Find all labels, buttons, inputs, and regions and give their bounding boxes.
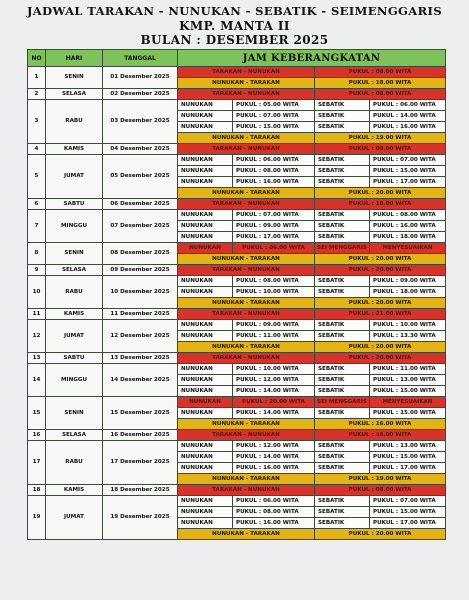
return-time: PUKUL : 17.00 WITA xyxy=(370,518,446,529)
departure-time: PUKUL : 06.00 WITA xyxy=(233,496,315,507)
day-name: KAMIS xyxy=(46,309,103,320)
origin-port: NUNUKAN xyxy=(178,243,233,254)
destination-port: SEBATIK xyxy=(315,375,370,386)
origin-port: NUNUKAN xyxy=(178,441,233,452)
destination-port: SEBATIK xyxy=(315,221,370,232)
origin-port: NUNUKAN xyxy=(178,375,233,386)
day-number: 4 xyxy=(28,144,46,155)
origin-port: NUNUKAN xyxy=(178,221,233,232)
route-time: PUKUL : 20.00 WITA xyxy=(315,254,446,265)
route-label: NUNUKAN - TARAKAN xyxy=(178,188,315,199)
table-body xyxy=(28,67,446,540)
route-label: TARAKAN - NUNUKAN xyxy=(178,309,315,320)
day-name: MINGGU xyxy=(46,210,103,243)
route-time: PUKUL : 19.00 WITA xyxy=(315,474,446,485)
day-number: 8 xyxy=(28,243,46,265)
return-time: PUKUL : 17.00 WITA xyxy=(370,177,446,188)
day-name: KAMIS xyxy=(46,144,103,155)
origin-port: NUNUKAN xyxy=(178,397,233,408)
route-time: PUKUL : 20.00 WITA xyxy=(315,342,446,353)
departure-time: PUKUL : 08.00 WITA xyxy=(233,276,315,287)
table-row xyxy=(28,485,446,496)
destination-port: SEBATIK xyxy=(315,364,370,375)
table-row xyxy=(28,265,446,276)
departure-time: PUKUL : 12.00 WITA xyxy=(233,375,315,386)
destination-port: SEBATIK xyxy=(315,496,370,507)
return-time: PUKUL : 07.00 WITA xyxy=(370,155,446,166)
origin-port: NUNUKAN xyxy=(178,122,233,133)
day-name: SABTU xyxy=(46,199,103,210)
day-name: SENIN xyxy=(46,243,103,265)
route-time: PUKUL : 20.00 WITA xyxy=(315,529,446,540)
table-row xyxy=(28,496,446,507)
route-label: TARAKAN - NUNUKAN xyxy=(178,199,315,210)
day-number: 7 xyxy=(28,210,46,243)
origin-port: NUNUKAN xyxy=(178,177,233,188)
return-time: PUKUL : 14.00 WITA xyxy=(370,111,446,122)
route-time: PUKUL : 16.00 WITA xyxy=(315,430,446,441)
return-time: PUKUL : 13.00 WITA xyxy=(370,375,446,386)
day-number: 2 xyxy=(28,89,46,100)
return-time: PUKUL : 08.00 WITA xyxy=(370,210,446,221)
departure-time: PUKUL : 09.00 WITA xyxy=(233,320,315,331)
route-time: PUKUL : 19.00 WITA xyxy=(315,133,446,144)
day-date: 01 Desember 2025 xyxy=(103,67,178,89)
table-row xyxy=(28,243,446,254)
header-jam: JAM KEBERANGKATAN xyxy=(178,50,446,67)
origin-port: NUNUKAN xyxy=(178,210,233,221)
return-time: PUKUL : 15.00 WITA xyxy=(370,386,446,397)
destination-port: SEBATIK xyxy=(315,232,370,243)
origin-port: NUNUKAN xyxy=(178,452,233,463)
route-label: NUNUKAN - TARAKAN xyxy=(178,254,315,265)
departure-time: PUKUL : 07.00 WITA xyxy=(233,210,315,221)
return-time: PUKUL : 15.00 WITA xyxy=(370,408,446,419)
destination-port: SEBATIK xyxy=(315,331,370,342)
day-date: 18 Desember 2025 xyxy=(103,485,178,496)
destination-port: SEBATIK xyxy=(315,155,370,166)
route-label: NUNUKAN - TARAKAN xyxy=(178,298,315,309)
day-date: 08 Desember 2025 xyxy=(103,243,178,265)
day-date: 16 Desember 2025 xyxy=(103,430,178,441)
route-label: NUNUKAN - TARAKAN xyxy=(178,78,315,89)
table-row xyxy=(28,320,446,331)
header-no: NO xyxy=(28,50,46,67)
title-route: JADWAL TARAKAN - NUNUKAN - SEBATIK - SEIMENGGARIS xyxy=(26,4,443,18)
departure-time: PUKUL : 16.00 WITA xyxy=(233,518,315,529)
departure-time: PUKUL : 14.00 WITA xyxy=(233,386,315,397)
day-date: 09 Desember 2025 xyxy=(103,265,178,276)
day-date: 14 Desember 2025 xyxy=(103,364,178,397)
return-time: PUKUL : 15.00 WITA xyxy=(370,507,446,518)
route-time: PUKUL : 21.00 WITA xyxy=(315,309,446,320)
origin-port: NUNUKAN xyxy=(178,100,233,111)
return-time: PUKUL : 18.00 WITA xyxy=(370,232,446,243)
day-date: 06 Desember 2025 xyxy=(103,199,178,210)
return-time: PUKUL : 09.00 WITA xyxy=(370,276,446,287)
return-time: PUKUL : 15.00 WITA xyxy=(370,452,446,463)
departure-time: PUKUL : 14.00 WITA xyxy=(233,408,315,419)
day-number: 1 xyxy=(28,67,46,89)
day-number: 6 xyxy=(28,199,46,210)
day-date: 11 Desember 2025 xyxy=(103,309,178,320)
departure-time: PUKUL : 14.00 WITA xyxy=(233,452,315,463)
day-number: 18 xyxy=(28,485,46,496)
table-row xyxy=(28,199,446,210)
table-row xyxy=(28,276,446,287)
schedule-table xyxy=(27,49,446,540)
origin-port: NUNUKAN xyxy=(178,364,233,375)
route-label: TARAKAN - NUNUKAN xyxy=(178,430,315,441)
origin-port: NUNUKAN xyxy=(178,463,233,474)
destination-port: SEBATIK xyxy=(315,320,370,331)
day-number: 9 xyxy=(28,265,46,276)
table-row xyxy=(28,210,446,221)
return-time: PUKUL : 15.00 WITA xyxy=(370,166,446,177)
route-label: TARAKAN - NUNUKAN xyxy=(178,353,315,364)
origin-port: NUNUKAN xyxy=(178,166,233,177)
destination-port: SEBATIK xyxy=(315,507,370,518)
title-month: BULAN : DESEMBER 2025 xyxy=(140,33,329,47)
departure-time: PUKUL : 10.00 WITA xyxy=(233,287,315,298)
route-time: PUKUL : 20.00 WITA xyxy=(315,353,446,364)
departure-time: PUKUL : 06.00 WITA xyxy=(233,155,315,166)
departure-time: PUKUL : 20.00 WITA xyxy=(233,397,315,408)
day-name: RABU xyxy=(46,276,103,309)
day-name: SABTU xyxy=(46,353,103,364)
destination-port: SEBATIK xyxy=(315,386,370,397)
destination-port: SEBATIK xyxy=(315,100,370,111)
day-name: SELASA xyxy=(46,89,103,100)
return-time: PUKUL : 16.00 WITA xyxy=(370,122,446,133)
day-number: 14 xyxy=(28,364,46,397)
route-time: PUKUL : 20.00 WITA xyxy=(315,188,446,199)
destination-port: SEBATIK xyxy=(315,210,370,221)
day-name: RABU xyxy=(46,441,103,485)
day-date: 19 Desember 2025 xyxy=(103,496,178,540)
origin-port: NUNUKAN xyxy=(178,232,233,243)
departure-time: PUKUL : 05.00 WITA xyxy=(233,100,315,111)
table-row xyxy=(28,89,446,100)
destination-port: SEBATIK xyxy=(315,463,370,474)
table-row xyxy=(28,430,446,441)
route-label: NUNUKAN - TARAKAN xyxy=(178,342,315,353)
destination-port: SEI MENGGARIS xyxy=(315,243,370,254)
day-name: KAMIS xyxy=(46,485,103,496)
route-time: PUKUL : 20.00 WITA xyxy=(315,298,446,309)
origin-port: NUNUKAN xyxy=(178,155,233,166)
origin-port: NUNUKAN xyxy=(178,331,233,342)
day-name: RABU xyxy=(46,100,103,144)
day-date: 15 Desember 2025 xyxy=(103,397,178,430)
origin-port: NUNUKAN xyxy=(178,320,233,331)
day-name: SENIN xyxy=(46,397,103,430)
destination-port: SEBATIK xyxy=(315,166,370,177)
header-tanggal: TANGGAL xyxy=(103,50,178,67)
destination-port: SEBATIK xyxy=(315,287,370,298)
route-time: PUKUL : 16.00 WITA xyxy=(315,419,446,430)
departure-time: PUKUL : 06.00 WITA xyxy=(233,243,315,254)
table-row xyxy=(28,100,446,111)
origin-port: NUNUKAN xyxy=(178,111,233,122)
route-time: PUKUL : 18.00 WITA xyxy=(315,199,446,210)
day-name: SENIN xyxy=(46,67,103,89)
origin-port: NUNUKAN xyxy=(178,276,233,287)
route-time: PUKUL : 08.00 WITA xyxy=(315,89,446,100)
table-row xyxy=(28,67,446,78)
title-ship: KMP. MANTA II xyxy=(179,18,290,33)
day-name: JUMAT xyxy=(46,320,103,353)
departure-time: PUKUL : 12.00 WITA xyxy=(233,441,315,452)
destination-port: SEBATIK xyxy=(315,111,370,122)
day-name: JUMAT xyxy=(46,496,103,540)
day-date: 12 Desember 2025 xyxy=(103,320,178,353)
route-time: PUKUL : 08.00 WITA xyxy=(315,485,446,496)
table-row xyxy=(28,155,446,166)
destination-port: SEBATIK xyxy=(315,276,370,287)
day-name: JUMAT xyxy=(46,155,103,199)
departure-time: PUKUL : 10.00 WITA xyxy=(233,364,315,375)
day-number: 5 xyxy=(28,155,46,199)
route-label: NUNUKAN - TARAKAN xyxy=(178,529,315,540)
day-number: 15 xyxy=(28,397,46,430)
origin-port: NUNUKAN xyxy=(178,518,233,529)
return-time: MENYESUAIKAN xyxy=(370,243,446,254)
day-number: 12 xyxy=(28,320,46,353)
day-name: SELASA xyxy=(46,430,103,441)
table-row xyxy=(28,144,446,155)
return-time: PUKUL : 11.00 WITA xyxy=(370,364,446,375)
route-label: NUNUKAN - TARAKAN xyxy=(178,133,315,144)
route-label: NUNUKAN - TARAKAN xyxy=(178,419,315,430)
day-date: 03 Desember 2025 xyxy=(103,100,178,144)
departure-time: PUKUL : 09.00 WITA xyxy=(233,221,315,232)
day-date: 05 Desember 2025 xyxy=(103,155,178,199)
departure-time: PUKUL : 15.00 WITA xyxy=(233,122,315,133)
destination-port: SEBATIK xyxy=(315,122,370,133)
day-date: 13 Desember 2025 xyxy=(103,353,178,364)
title-block xyxy=(0,4,469,48)
route-time: PUKUL : 18.00 WITA xyxy=(315,78,446,89)
departure-time: PUKUL : 08.00 WITA xyxy=(233,507,315,518)
departure-time: PUKUL : 16.00 WITA xyxy=(233,177,315,188)
day-date: 04 Desember 2025 xyxy=(103,144,178,155)
table-row xyxy=(28,309,446,320)
origin-port: NUNUKAN xyxy=(178,507,233,518)
day-number: 3 xyxy=(28,100,46,144)
origin-port: NUNUKAN xyxy=(178,386,233,397)
destination-port: SEBATIK xyxy=(315,518,370,529)
route-label: NUNUKAN - TARAKAN xyxy=(178,474,315,485)
table-header xyxy=(28,50,446,67)
day-date: 10 Desember 2025 xyxy=(103,276,178,309)
day-number: 11 xyxy=(28,309,46,320)
destination-port: SEBATIK xyxy=(315,177,370,188)
route-time: PUKUL : 20.00 WITA xyxy=(315,265,446,276)
return-time: PUKUL : 06.00 WITA xyxy=(370,100,446,111)
departure-time: PUKUL : 17.00 WITA xyxy=(233,232,315,243)
origin-port: NUNUKAN xyxy=(178,408,233,419)
table-row xyxy=(28,364,446,375)
destination-port: SEBATIK xyxy=(315,452,370,463)
return-time: PUKUL : 18.00 WITA xyxy=(370,287,446,298)
day-date: 07 Desember 2025 xyxy=(103,210,178,243)
day-name: MINGGU xyxy=(46,364,103,397)
route-time: PUKUL : 08.00 WITA xyxy=(315,67,446,78)
departure-time: PUKUL : 08.00 WITA xyxy=(233,166,315,177)
table-row xyxy=(28,353,446,364)
day-date: 02 Desember 2025 xyxy=(103,89,178,100)
return-time: PUKUL : 10.00 WITA xyxy=(370,320,446,331)
route-label: TARAKAN - NUNUKAN xyxy=(178,67,315,78)
day-date: 17 Desember 2025 xyxy=(103,441,178,485)
route-label: TARAKAN - NUNUKAN xyxy=(178,144,315,155)
return-time: PUKUL : 17.00 WITA xyxy=(370,463,446,474)
table-row xyxy=(28,441,446,452)
origin-port: NUNUKAN xyxy=(178,496,233,507)
return-time: PUKUL : 16.00 WITA xyxy=(370,221,446,232)
destination-port: SEBATIK xyxy=(315,441,370,452)
route-label: TARAKAN - NUNUKAN xyxy=(178,485,315,496)
day-number: 13 xyxy=(28,353,46,364)
return-time: PUKUL : 13.00 WITA xyxy=(370,441,446,452)
departure-time: PUKUL : 16.00 WITA xyxy=(233,463,315,474)
route-time: PUKUL : 08.00 WITA xyxy=(315,144,446,155)
return-time: PUKUL : 13.30 WITA xyxy=(370,331,446,342)
day-number: 10 xyxy=(28,276,46,309)
header-hari: HARI xyxy=(46,50,103,67)
destination-port: SEI MENGGARIS xyxy=(315,397,370,408)
day-name: SELASA xyxy=(46,265,103,276)
return-time: MENYESUAIKAN xyxy=(370,397,446,408)
departure-time: PUKUL : 07.00 WITA xyxy=(233,111,315,122)
day-number: 19 xyxy=(28,496,46,540)
departure-time: PUKUL : 11.00 WITA xyxy=(233,331,315,342)
origin-port: NUNUKAN xyxy=(178,287,233,298)
destination-port: SEBATIK xyxy=(315,408,370,419)
table-row xyxy=(28,397,446,408)
return-time: PUKUL : 07.00 WITA xyxy=(370,496,446,507)
day-number: 16 xyxy=(28,430,46,441)
route-label: TARAKAN - NUNUKAN xyxy=(178,265,315,276)
route-label: TARAKAN - NUNUKAN xyxy=(178,89,315,100)
day-number: 17 xyxy=(28,441,46,485)
